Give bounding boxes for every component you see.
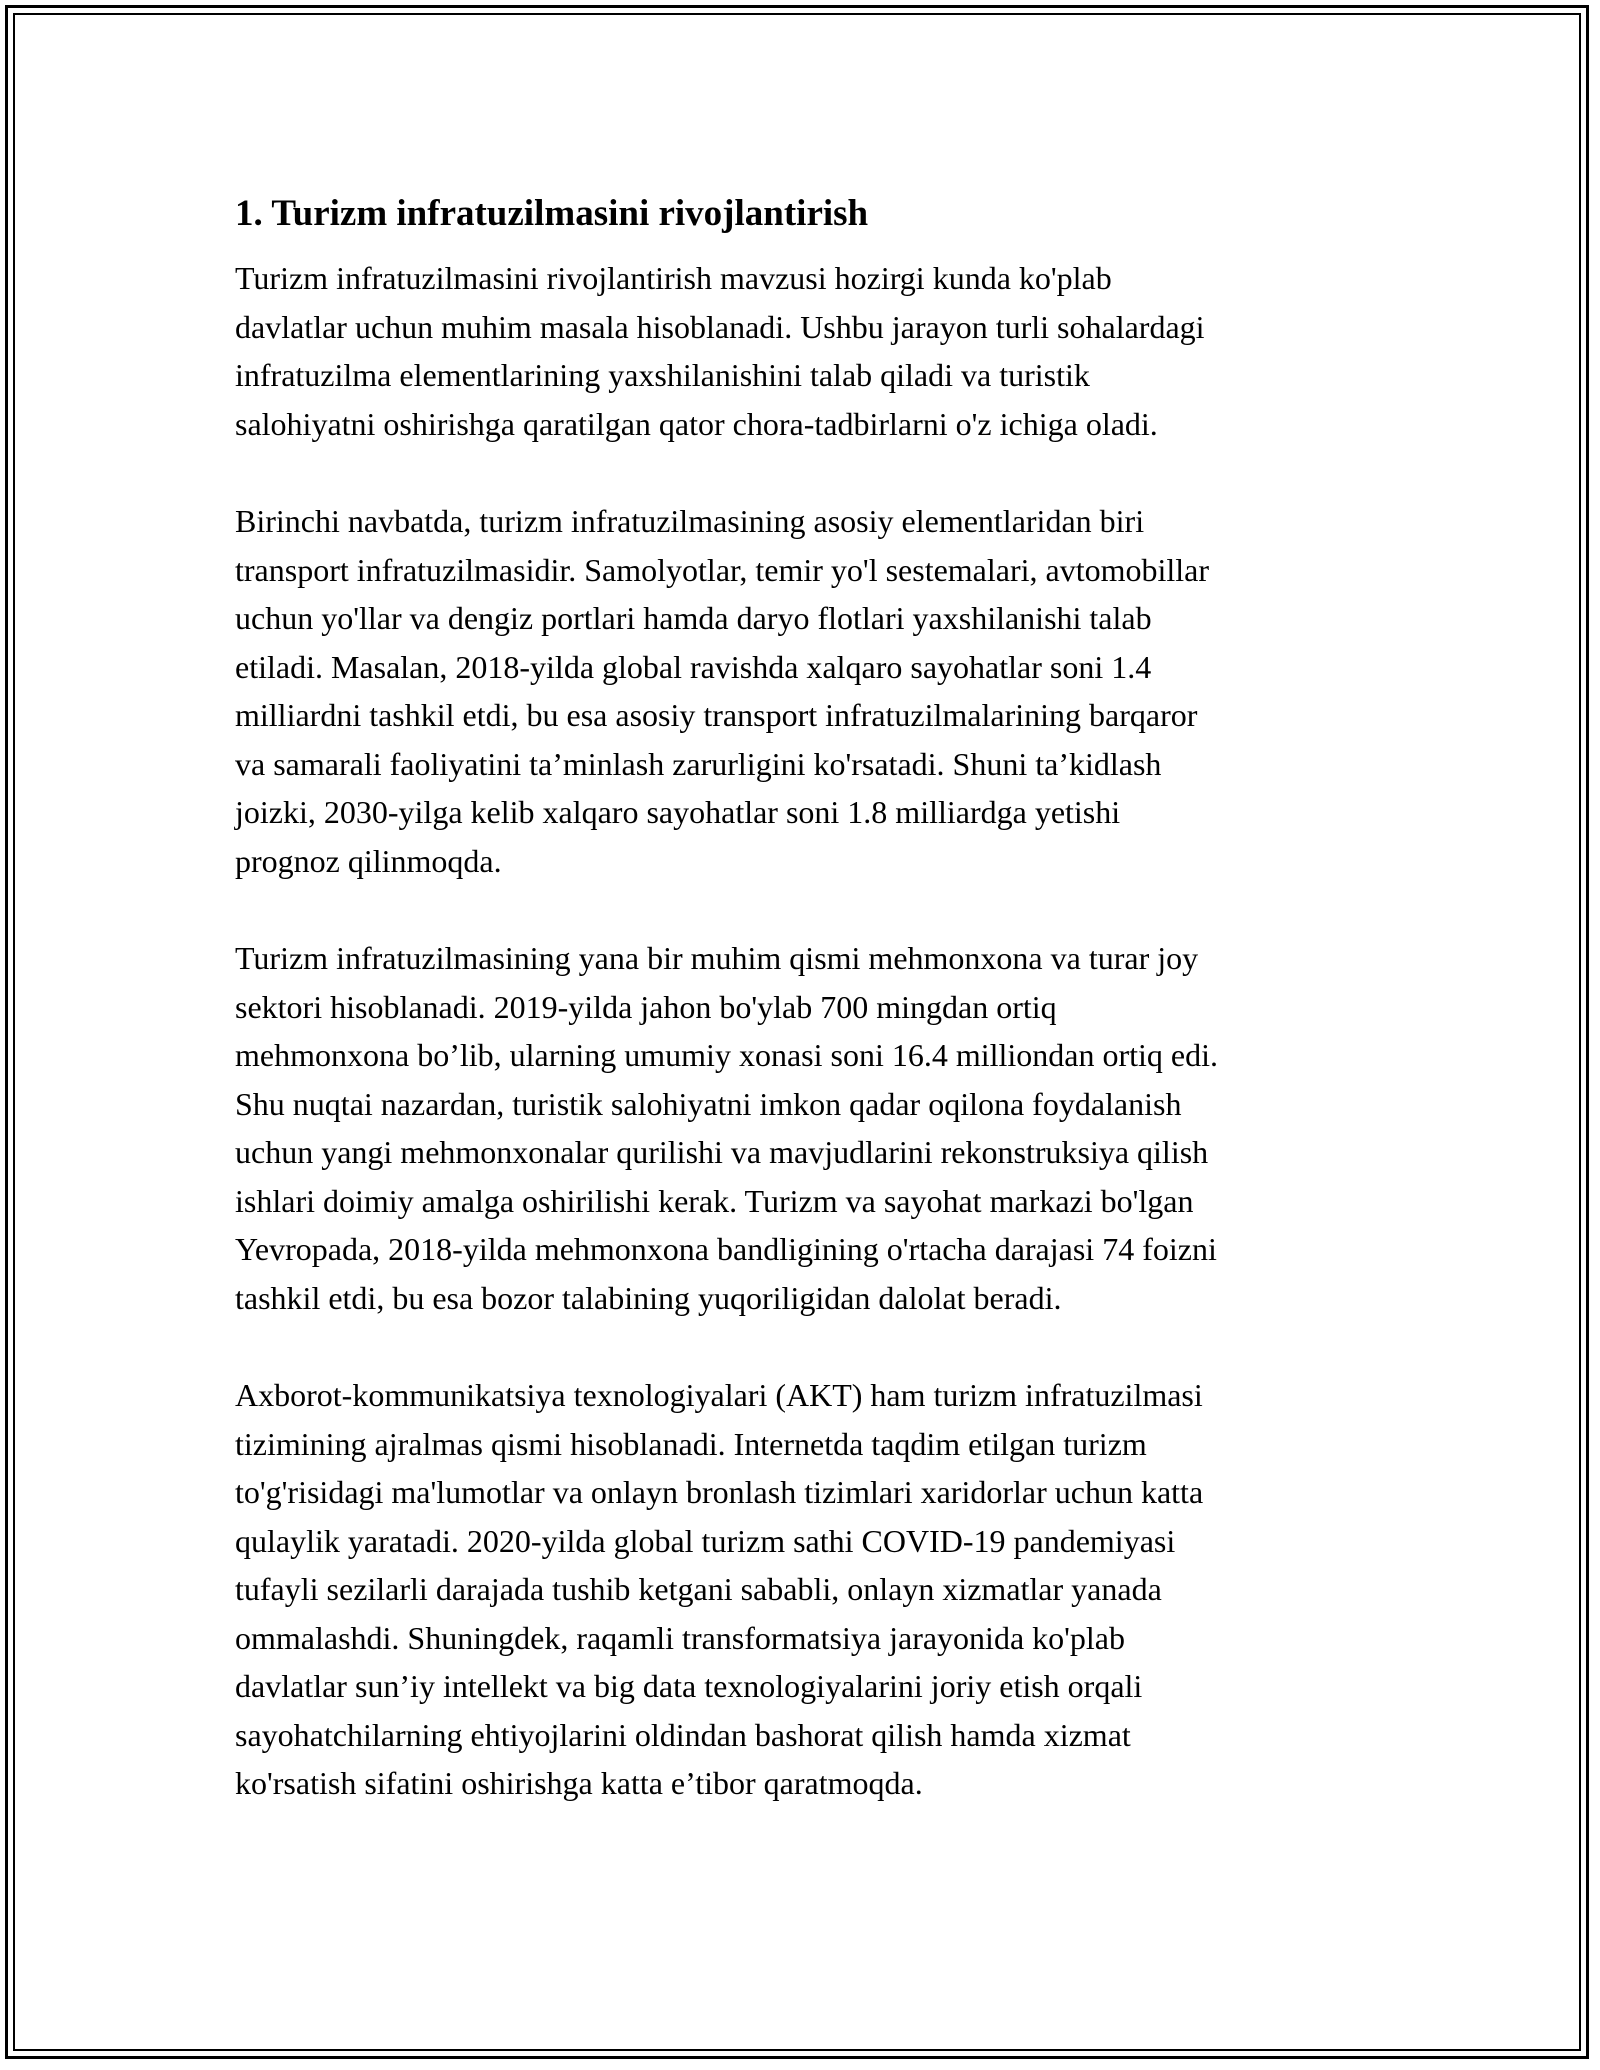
document-body: [235, 188, 1370, 1857]
paragraph-line: ishlari doimiy amalga oshirilishi kerak. Turizm va sayohat markazi bo'lgan: [235, 1182, 1194, 1219]
paragraph-line: Yevropada, 2018-yilda mehmonxona bandligining o'rtacha darajasi 74 foizni: [235, 1231, 1217, 1267]
paragraph-line: Turizm infratuzilmasini rivojlantirish mavzusi hozirgi kunda ko'plab: [235, 260, 1112, 296]
paragraph-line: uchun yangi mehmonxonalar qurilishi va mavjudlarini rekonstruksiya qilish: [235, 1134, 1209, 1170]
paragraph-line: tufayli sezilarli darajada tushib ketgani sababli, onlayn xizmatlar yanada: [235, 1571, 1162, 1607]
paragraph-line: Shu nuqtai nazardan, turistik salohiyatni imkon qadar oqilona foydalanish: [235, 1085, 1182, 1122]
paragraph-line: Axborot-kommunikatsiya texnologiyalari (AKT) ham turizm infratuzilmasi: [235, 1377, 1203, 1413]
paragraph-intro: [235, 254, 1370, 448]
paragraph-line: Birinchi navbatda, turizm infratuzilmasining asosiy elementlaridan biri: [235, 503, 1145, 539]
paragraph-line: milliardni tashkil etdi, bu esa asosiy transport infratuzilmalarining barqaror: [235, 697, 1198, 733]
paragraph-line: ommalashdi. Shuningdek, raqamli transformatsiya jarayonida ko'plab: [235, 1619, 1125, 1656]
paragraph-line: Turizm infratuzilmasining yana bir muhim qismi mehmonxona va turar joy: [235, 940, 1199, 976]
paragraph-line: infratuzilma elementlarining yaxshilanishini talab qiladi va turistik: [235, 357, 1090, 393]
paragraph-line: mehmonxona bo’lib, ularning umumiy xonasi soni 16.4 milliondan ortiq edi.: [235, 1037, 1219, 1073]
paragraph-hotels: [235, 934, 1370, 1322]
paragraph-line: davlatlar uchun muhim masala hisoblanadi. Ushbu jarayon turli sohalardagi: [235, 308, 1205, 345]
paragraph-line: tashkil etdi, bu esa bozor talabining yuqoriligidan dalolat beradi.: [235, 1279, 1062, 1316]
paragraph-line: sayohatchilarning ehtiyojlarini oldindan bashorat qilish hamda xizmat: [235, 1716, 1131, 1753]
paragraph-line: qulaylik yaratadi. 2020-yilda global turizm sathi COVID-19 pandemiyasi: [235, 1522, 1176, 1559]
paragraph-line: salohiyatni oshirishga qaratilgan qator chora-tadbirlarni o'z ichiga oladi.: [235, 405, 1158, 442]
section-heading: 1. Turizm infratuzilmasini rivojlantirish: [235, 193, 869, 234]
paragraph-line: ko'rsatish sifatini oshirishga katta e’tibor qaratmoqda.: [235, 1765, 923, 1801]
paragraph-line: to'g'risidagi ma'lumotlar va onlayn bronlash tizimlari xaridorlar uchun katta: [235, 1474, 1204, 1510]
paragraph-line: etiladi. Masalan, 2018-yilda global ravishda xalqaro sayohatlar soni 1.4: [235, 648, 1152, 685]
paragraph-line: transport infratuzilmasidir. Samolyotlar, temir yo'l sestemalari, avtomobillar: [235, 551, 1210, 588]
paragraph-line: tizimining ajralmas qismi hisoblanadi. Internetda taqdim etilgan turizm: [235, 1425, 1147, 1462]
paragraph-line: sektori hisoblanadi. 2019-yilda jahon bo'ylab 700 mingdan ortiq: [235, 988, 1057, 1025]
paragraph-line: prognoz qilinmoqda.: [235, 842, 502, 879]
paragraph-ict: [235, 1371, 1370, 1808]
paragraph-line: davlatlar sun’iy intellekt va big data texnologiyalarini joriy etish orqali: [235, 1668, 1143, 1704]
paragraph-line: uchun yo'llar va dengiz portlari hamda daryo flotlari yaxshilanishi talab: [235, 600, 1152, 636]
paragraph-line: va samarali faoliyatini ta’minlash zarurligini ko'rsatadi. Shuni ta’kidlash: [235, 745, 1162, 782]
paragraph-transport: [235, 497, 1370, 885]
paragraph-line: joizki, 2030-yilga kelib xalqaro sayohatlar soni 1.8 milliardga yetishi: [235, 794, 1121, 830]
